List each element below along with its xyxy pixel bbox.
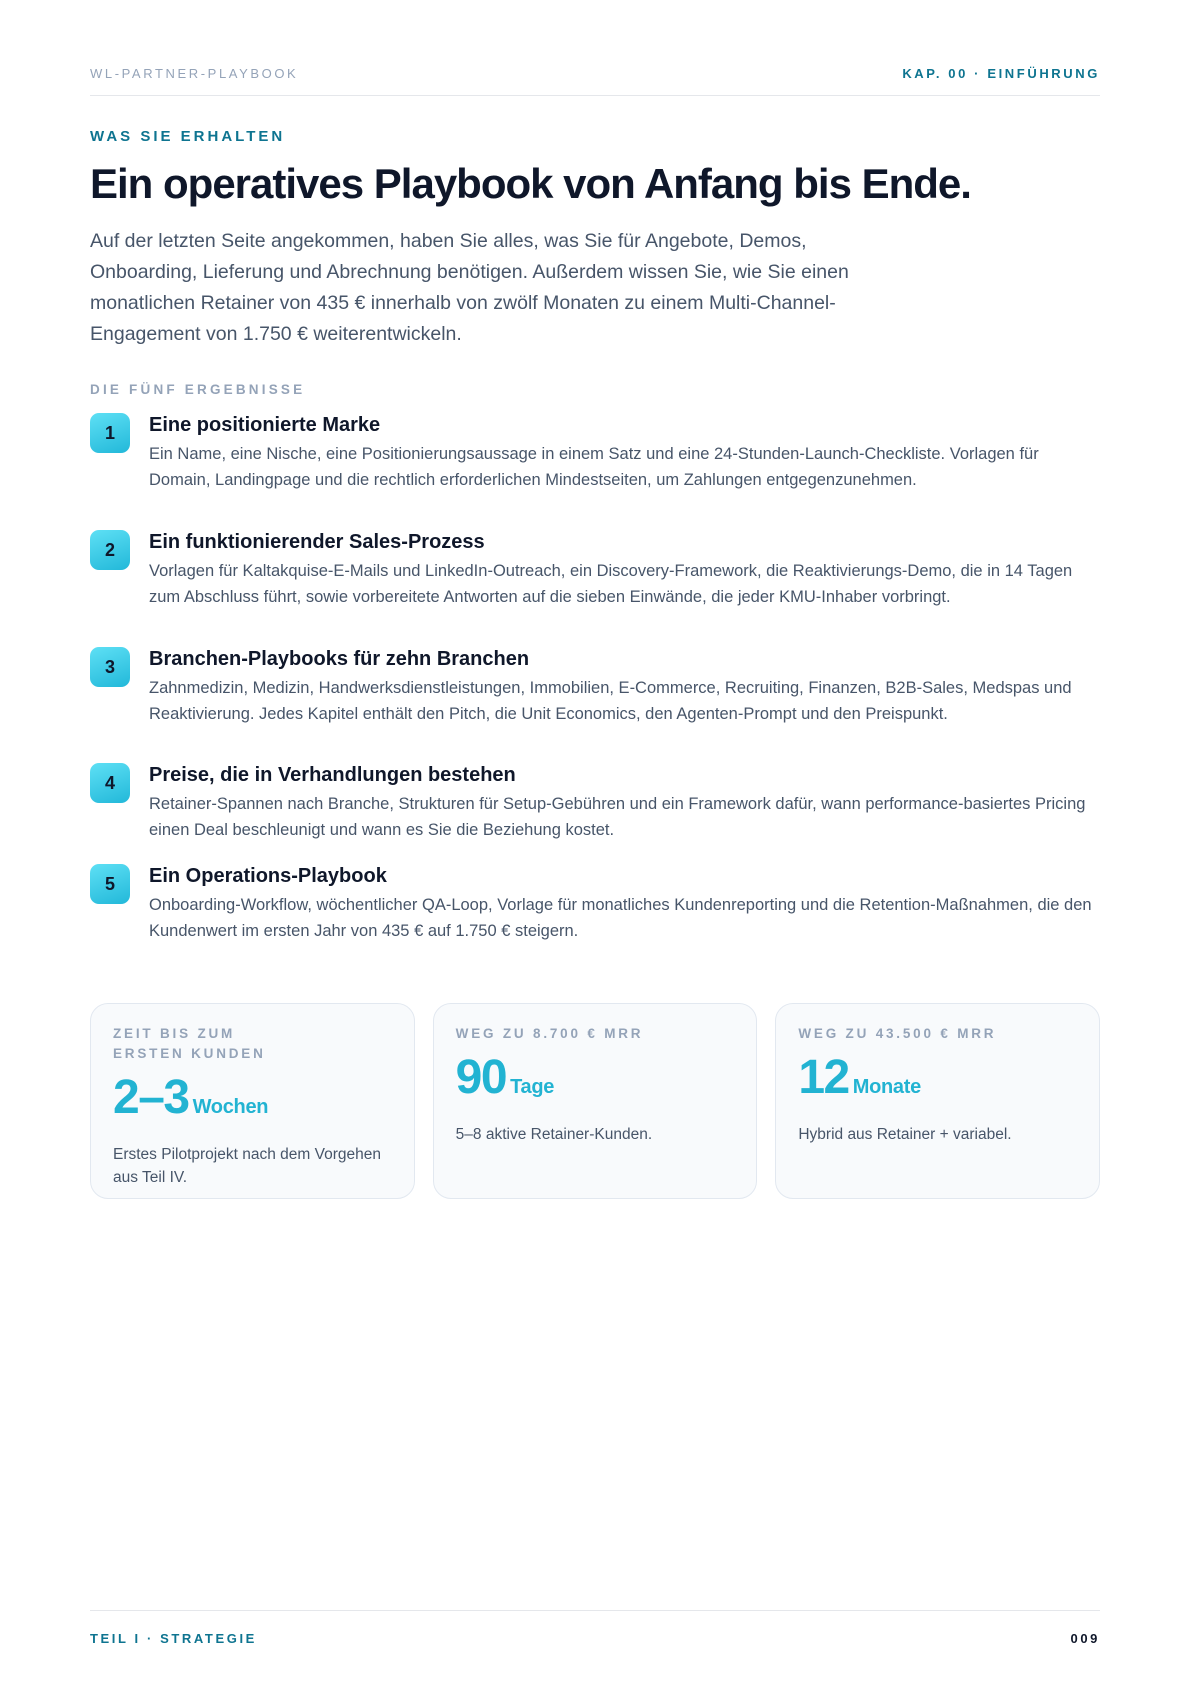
running-header xyxy=(90,66,1100,96)
stat-card xyxy=(433,1003,758,1199)
stat-figure xyxy=(113,1072,392,1135)
stat-figure xyxy=(456,1052,735,1115)
header-chapter: KAP. 00 · EINFÜHRUNG xyxy=(902,66,1100,81)
list-item xyxy=(90,863,1100,944)
stat-description: Erstes Pilotprojekt nach dem Vorgehen aus Teil IV. xyxy=(113,1146,381,1186)
stats-cards xyxy=(90,1003,1100,1199)
page-number: 009 xyxy=(1070,1631,1100,1646)
number-badge: 2 xyxy=(90,530,130,570)
footer-section: TEIL I · STRATEGIE xyxy=(90,1631,257,1646)
item-title: Branchen-Playbooks für zehn Branchen xyxy=(149,648,530,670)
item-title: Preise, die in Verhandlungen bestehen xyxy=(149,764,516,786)
number-badge: 3 xyxy=(90,647,130,687)
running-footer xyxy=(90,1610,1100,1646)
item-title: Ein funktionierender Sales-Prozess xyxy=(149,531,485,553)
item-text: Retainer-Spannen nach Branche, Strukturen für Setup-Gebühren und ein Framework dafür, wann performance-basiertes Pricing einen Deal beschleunigt und wann es Sie die Beziehung kostet. xyxy=(149,795,1086,839)
item-title: Ein Operations-Playbook xyxy=(149,865,387,887)
item-text: Vorlagen für Kaltakquise-E-Mails und LinkedIn-Outreach, ein Discovery-Framework, die Reaktivierungs-Demo, die in 14 Tagen zum Abschluss führt, sowie vorbereitete Antworten auf die sieben Einwände, die jeder KMU-Inhaber vorbringt. xyxy=(149,562,1073,606)
item-text: Zahnmedizin, Medizin, Handwerksdienstleistungen, Immobilien, E-Commerce, Recruiting, Finanzen, B2B-Sales, Medspas und Reaktivierung. Jedes Kapitel enthält den Pitch, die Unit Economics, den Agenten-Prompt und den Preispunkt. xyxy=(149,679,1072,723)
stat-label: WEG ZU 8.700 € MRR xyxy=(455,1026,644,1041)
stat-label: ZEIT BIS ZUM ERSTEN KUNDEN xyxy=(113,1026,266,1061)
stat-description: Hybrid aus Retainer + variabel. xyxy=(798,1126,1012,1143)
stat-value: 90 xyxy=(455,1051,507,1104)
header-book-title: WL-PARTNER-PLAYBOOK xyxy=(90,66,299,81)
stat-card xyxy=(775,1003,1100,1199)
list-item xyxy=(90,412,1100,529)
stat-unit: Monate xyxy=(852,1076,921,1098)
page xyxy=(90,0,1100,1684)
stat-unit: Tage xyxy=(510,1076,555,1098)
section-label: DIE FÜNF ERGEBNISSE xyxy=(90,382,306,397)
item-text: Ein Name, eine Nische, eine Positionierungsaussage in einem Satz und eine 24-Stunden-Launch-Checkliste. Vorlagen für Domain, Landingpage und die rechtlich erforderlichen Mindestseiten, um Zahlungen entgegenzunehmen. xyxy=(149,445,1039,489)
number-badge: 4 xyxy=(90,763,130,803)
number-badge: 5 xyxy=(90,864,130,904)
eyebrow: WAS SIE ERHALTEN xyxy=(90,128,286,145)
list-item xyxy=(90,529,1100,646)
list-item xyxy=(90,646,1100,762)
stat-unit: Wochen xyxy=(192,1096,269,1118)
stat-card xyxy=(90,1003,415,1199)
intro-paragraph: Auf der letzten Seite angekommen, haben Sie alles, was Sie für Angebote, Demos, Onboarding, Lieferung und Abrechnung benötigen. Außerdem wissen Sie, wie Sie einen monatlichen Retainer von 435 € innerhalb von zwölf Monaten zu einem Multi-Channel-Engagement von 1.750 € weiterentwickeln. xyxy=(90,230,849,345)
results-list xyxy=(90,412,1100,944)
item-title: Eine positionierte Marke xyxy=(149,414,381,436)
stat-figure xyxy=(798,1052,1077,1115)
stat-label: WEG ZU 43.500 € MRR xyxy=(798,1026,997,1041)
stat-value: 2–3 xyxy=(113,1071,189,1124)
list-item xyxy=(90,762,1100,863)
item-text: Onboarding-Workflow, wöchentlicher QA-Loop, Vorlage für monatliches Kundenreporting und die Retention-Maßnahmen, die den Kundenwert im ersten Jahr von 435 € auf 1.750 € steigern. xyxy=(149,896,1092,940)
number-badge: 1 xyxy=(90,413,130,453)
stat-description: 5–8 aktive Retainer-Kunden. xyxy=(455,1126,653,1143)
page-title: Ein operatives Playbook von Anfang bis Ende. xyxy=(90,160,971,207)
stat-value: 12 xyxy=(798,1051,849,1104)
